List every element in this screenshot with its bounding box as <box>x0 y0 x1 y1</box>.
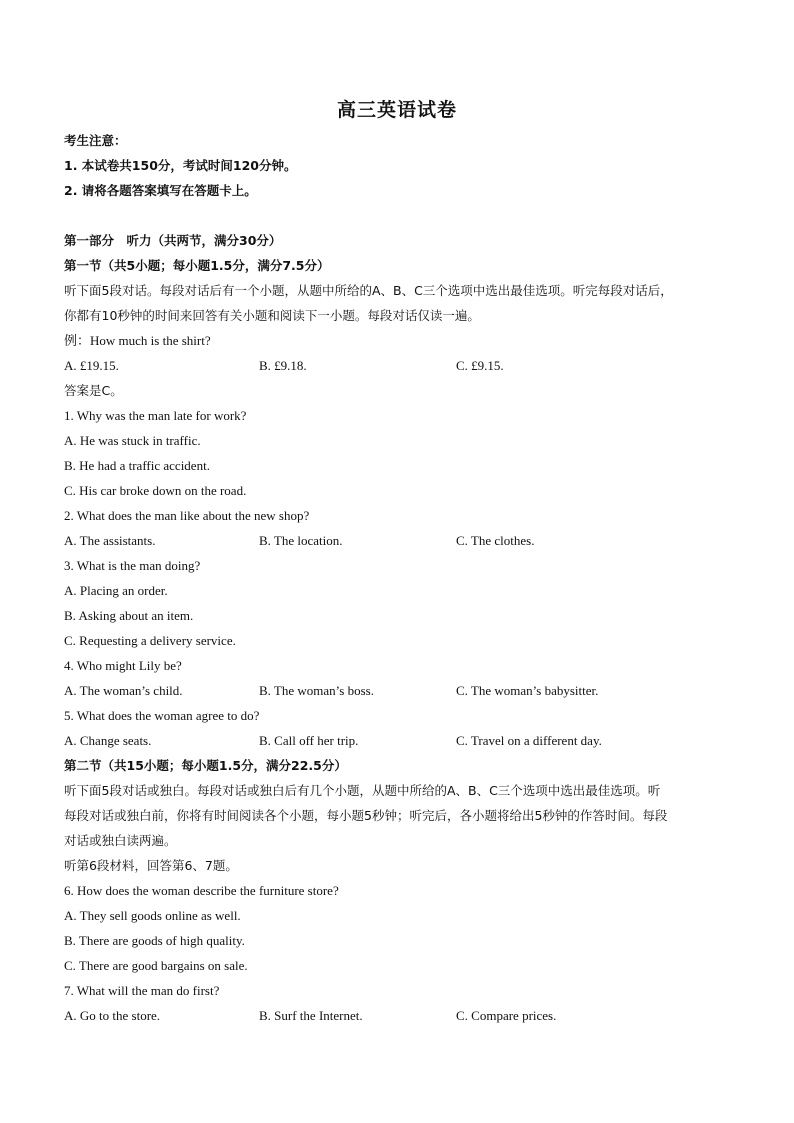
section-heading: 第二节（共15小题；每小题1.5分，满分22.5分） <box>64 758 347 773</box>
option-a: A. They sell goods online as well. <box>64 908 241 923</box>
question: 3. What is the man doing? <box>64 558 201 573</box>
option-b: B. £9.18. <box>259 358 307 373</box>
option-b: B. Surf the Internet. <box>259 1008 363 1023</box>
option-a: A. The assistants. <box>64 533 156 548</box>
notice-heading: 考生注意： <box>64 133 127 148</box>
example-question: 例：How much is the shirt? <box>64 333 211 348</box>
option-c: C. £9.15. <box>456 358 504 373</box>
option-c: C. His car broke down on the road. <box>64 483 247 498</box>
question: 4. Who might Lily be? <box>64 658 182 673</box>
option-b: B. He had a traffic accident. <box>64 458 210 473</box>
question: 6. How does the woman describe the furniture store? <box>64 883 339 898</box>
material-note: 听第6段材料，回答第6、7题。 <box>64 858 238 873</box>
option-b: B. The location. <box>259 533 343 548</box>
option-b: B. Call off her trip. <box>259 733 359 748</box>
option-b: B. There are goods of high quality. <box>64 933 245 948</box>
option-c: C. The clothes. <box>456 533 535 548</box>
option-a: A. £19.15. <box>64 358 119 373</box>
option-c: C. There are good bargains on sale. <box>64 958 248 973</box>
instruction-line: 每段对话或独白前，你将有时间阅读各个小题，每小题5秒钟；听完后，各小题将给出5秒钟的作答时间。每段 <box>64 808 668 823</box>
example-answer: 答案是C。 <box>64 383 123 398</box>
option-a: A. The woman’s child. <box>64 683 183 698</box>
notice-item: 2. 请将各题答案填写在答题卡上。 <box>64 183 257 198</box>
notice-item: 1. 本试卷共150分，考试时间120分钟。 <box>64 158 297 173</box>
option-a: A. Go to the store. <box>64 1008 161 1023</box>
option-b: B. Asking about an item. <box>64 608 194 623</box>
option-c: C. The woman’s babysitter. <box>456 683 599 698</box>
question: 7. What will the man do first? <box>64 983 220 998</box>
question: 5. What does the woman agree to do? <box>64 708 260 723</box>
option-a: A. Placing an order. <box>64 583 168 598</box>
instruction-line: 对话或独白读两遍。 <box>64 833 177 848</box>
instruction-line: 你都有10秒钟的时间来回答有关小题和阅读下一小题。每段对话仅读一遍。 <box>64 308 480 323</box>
option-a: A. Change seats. <box>64 733 152 748</box>
instruction-line: 听下面5段对话或独白。每段对话或独白后有几个小题，从题中所给的A、B、C三个选项中选出最佳选项。听 <box>64 783 661 798</box>
page-title: 高三英语试卷 <box>336 99 457 121</box>
option-c: C. Compare prices. <box>456 1008 557 1023</box>
question: 1. Why was the man late for work? <box>64 408 247 423</box>
option-c: C. Requesting a delivery service. <box>64 633 236 648</box>
part-heading: 第一部分 听力（共两节，满分30分） <box>64 233 282 248</box>
instruction-line: 听下面5段对话。每段对话后有一个小题，从题中所给的A、B、C三个选项中选出最佳选项。听完每段对话后， <box>64 283 673 298</box>
option-c: C. Travel on a different day. <box>456 733 602 748</box>
option-b: B. The woman’s boss. <box>259 683 374 698</box>
option-a: A. He was stuck in traffic. <box>64 433 201 448</box>
section-heading: 第一节（共5小题；每小题1.5分，满分7.5分） <box>64 258 330 273</box>
question: 2. What does the man like about the new shop? <box>64 508 310 523</box>
